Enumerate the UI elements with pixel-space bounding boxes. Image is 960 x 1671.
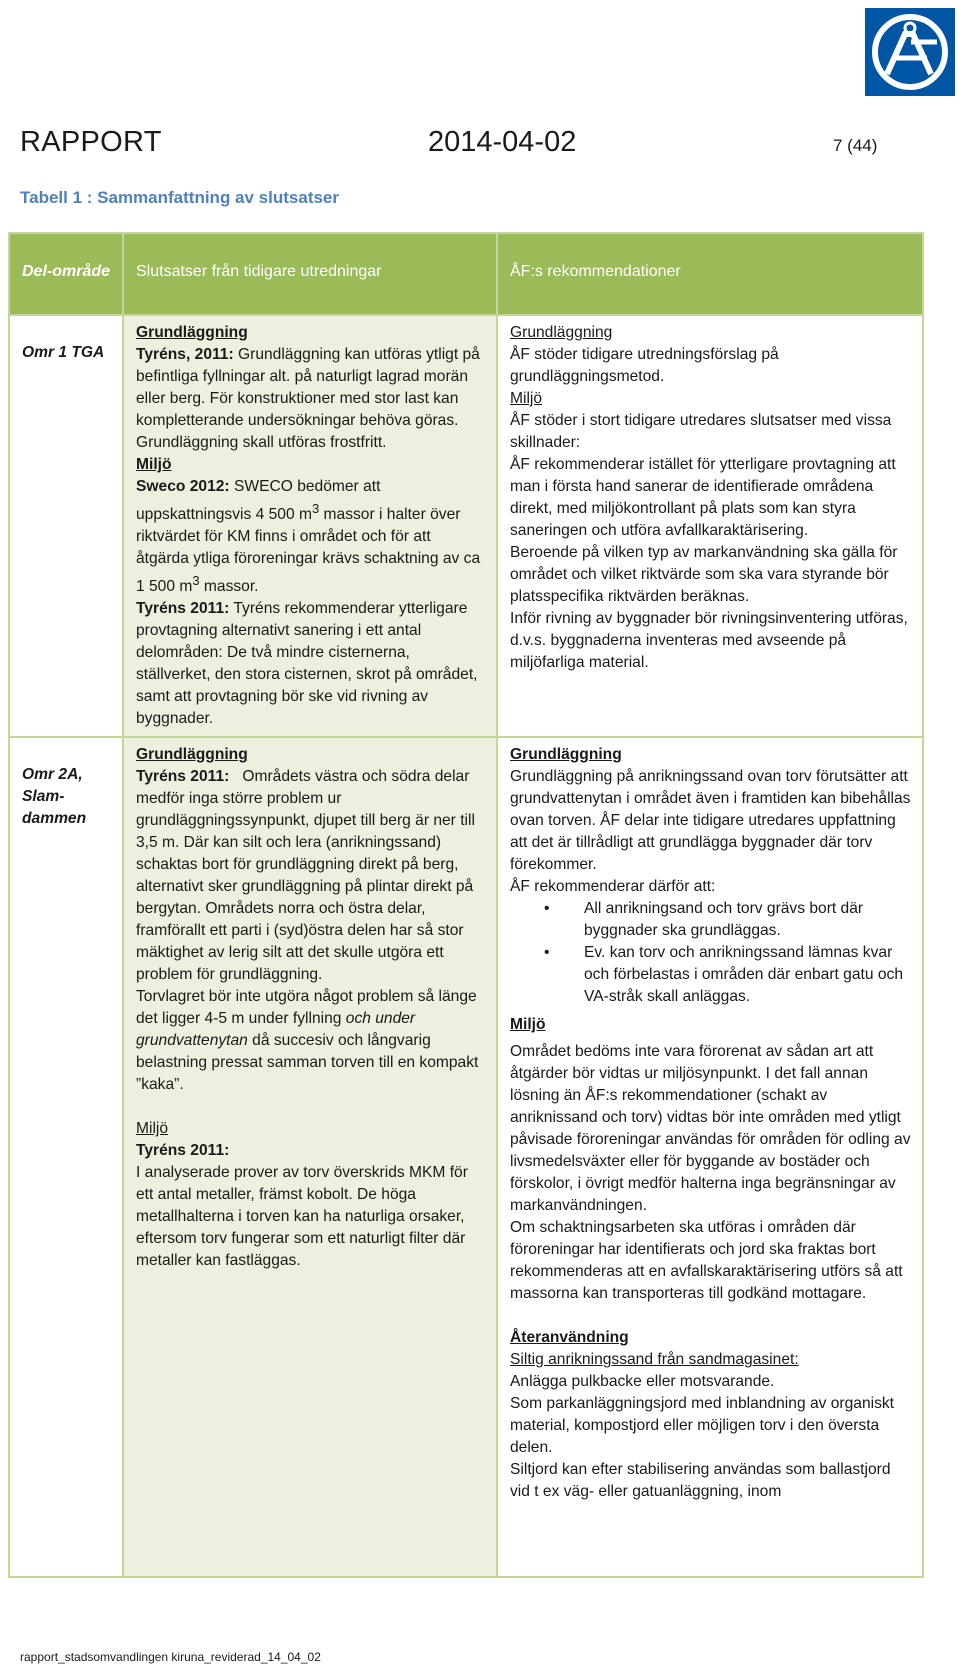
section-heading: Miljö [510,1016,546,1034]
paragraph: Grundläggning kan utföras ytligt på befintliga fyllningar alt. på naturligt lagrad morän eller berg. För konstruktioner med stor last kan kompletterande undersökningar behöva göras. Grundläggning skall utföras frostfritt. [136,346,480,451]
page-number: 7 (44) [833,136,878,155]
previous-conclusions-cell [123,737,497,1577]
source-label: Tyréns 2011: [136,1142,230,1160]
section-heading: Miljö [136,456,172,473]
list-item: • Ev. kan torv och anrikningssand lämnas kvar och förbelastas i områden där enbart gatu och VA-stråk skall anläggas. [584,942,912,1008]
summary-table [8,232,924,1578]
table-row [9,315,923,737]
paragraph: Områdets västra och södra delar medför inga större problem ur grundläggningssynpunkt, djupet till berg är ner till 3,5 m. Där kan silt och lera (anrikningssand) schaktas bort för grundläggning direkt på berg, alternativt sker grundläggning på plintar direkt på bergytan. Områdets norra och östra delar, framförallt ett parti i (syd)östra delen har så stor mäktighet av lerig silt att det skulle utgöra ett problem för grundläggning. [136,768,480,984]
paragraph: Inför rivning av byggnader bör rivningsinventering utföras, d.v.s. byggnaderna inventeras med avseende på miljöfarliga material. [510,610,908,671]
recommendations-cell [497,737,923,1577]
source-label: Tyréns 2011: [136,768,230,786]
superscript: 3 [311,501,320,516]
area-cell: Omr 1 TGA [9,315,123,737]
paragraph: Beroende på vilken typ av markanvändning ska gälla för området och vilket riktvärde som ska vara styrande bör platsspecifika riktvärden beräknas. [510,544,898,605]
paragraph: Området bedöms inte vara förorenat av sådan art att åtgärder bör vidtas ur miljösynpunkt. I det fall annan lösning än ÅF:s rekommendationer (schakt av anriknissand och torv) vidtas bör inte områden med ytligt påvisade föroreningar användas för områden för odling av livsmedelsväxter eller för byggande av bostäder och förskolor, i övrigt medför halterna inga begränsningar av markanvändningen. [510,1043,911,1215]
paragraph: SWECO bedömer att uppskattningsvis 4 500 m [136,478,381,524]
paragraph: Som parkanläggningsjord med inblandning av organiskt material, kompostjord eller möjligen torv i den översta delen. [510,1395,895,1457]
page-footer: rapport_stadsomvandlingen kiruna_reviderad_14_04_02 [20,1650,321,1664]
paragraph: Grundläggning på anrikningssand ovan torv förutsätter att grundvattenytan i området även i framtiden kan bibehållas ovan torven. ÅF delar inte tidigare utredares uppfattning att det är tillrådligt att grundlägga byggnader där torv förekommer. [510,768,911,874]
paragraph: ÅF rekommenderar istället för ytterligare provtagning att man i första hand sanerar de identifierade områdena direkt, med miljökontrollant på plats som kan styra saneringen och utföra avfallkaraktärisering. [510,456,896,539]
header-previous-conclusions: Slutsatser från tidigare utredningar [123,233,497,315]
section-heading: Grundläggning [136,746,248,764]
source-label: Sweco 2012: [136,478,230,495]
table-header-row [9,233,923,315]
section-heading: Grundläggning [510,324,613,341]
section-heading: Miljö [510,390,543,407]
table-row [9,737,923,1577]
paragraph-italic: och under grundvattenytan [136,1010,416,1050]
previous-conclusions-cell [123,315,497,737]
source-label: Tyréns, 2011: [136,346,234,363]
paragraph: då succesiv och långvarig belastning pressat samman torven till en kompakt ”kaka”. [136,1032,479,1094]
superscript: 3 [192,573,200,589]
paragraph: ÅF stöder tidigare utredningsförslag på grundläggningsmetod. [510,346,779,385]
paragraph: I analyserade prover av torv överskrids MKM för ett antal metaller, främst kobolt. De höga metallhalterna i torven kan ha naturliga orsaker, eftersom torv fungerar som ett naturligt filter där metaller kan fastläggas. [136,1164,468,1270]
section-heading: Miljö [136,1120,169,1138]
section-heading: Grundläggning [136,324,248,341]
source-label: Tyréns 2011: [136,600,230,618]
subheading: Siltig anrikningssand från sandmagasinet: [510,1351,799,1369]
af-logo-icon [865,8,955,96]
list-item: • All anrikningsand och torv grävs bort där byggnader ska grundläggas. [584,898,912,942]
page-header [20,120,890,170]
paragraph: Tyréns rekommenderar ytterligare provtagning alternativt sanering i ett antal delområden: De två mindre cisternerna, ställverket, den stora cisternen, skrot på området, samt att provtagning bör ske vid rivning av byggnader. [136,600,478,728]
paragraph: Siltjord kan efter stabilisering användas som ballastjord vid t ex väg- eller gatuanläggning, inom [510,1461,891,1501]
table-caption: Tabell 1 : Sammanfattning av slutsatser [20,188,339,207]
area-cell: Omr 2A, Slam-dammen [9,737,123,1577]
header-af-recommendations: ÅF:s rekommendationer [497,233,923,315]
paragraph: Anlägga pulkbacke eller motsvarande. [510,1373,775,1391]
paragraph: Om schaktningsarbeten ska utföras i områden där föroreningar har identifierats och jord ska fraktas bort rekommenderas att en avfallskaraktärisering utförs så att massorna kan transporteras till godkänd mottagare. [510,1219,903,1303]
recommendation-list [510,898,912,1008]
section-heading: Återanvändning [510,1329,629,1347]
report-date: 2014-04-02 [428,126,577,158]
paragraph: Torvlagret bör inte utgöra något problem så länge det ligger 4-5 m under fyllning [136,988,477,1028]
paragraph: massor. [199,578,259,596]
header-delomrade: Del-område [9,233,123,315]
recommendations-cell [497,315,923,737]
paragraph: ÅF rekommenderar därför att: [510,878,716,896]
section-heading: Grundläggning [510,746,622,764]
paragraph: massor i halter över riktvärdet för KM finns i området och för att åtgärda ytliga föroreningar krävs schaktning av ca 1 500 m [136,506,481,596]
report-title: RAPPORT [20,126,162,158]
paragraph: ÅF stöder i stort tidigare utredares slutsatser med vissa skillnader: [510,412,892,451]
